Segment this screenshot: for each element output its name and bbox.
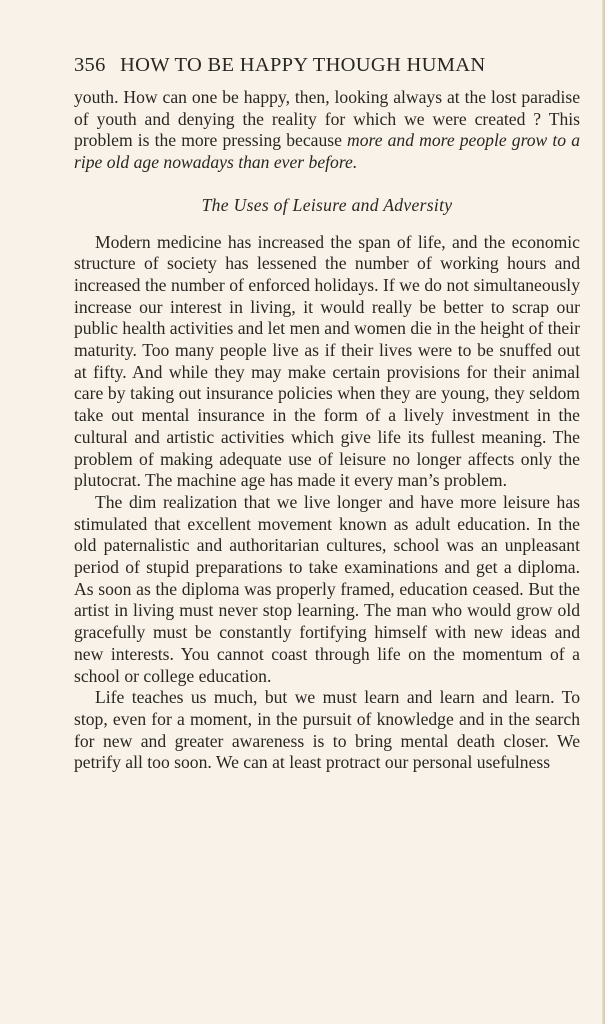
running-head-title: HOW TO BE HAPPY THOUGH HUMAN bbox=[120, 54, 486, 76]
paragraph: Modern medicine has increased the span of life, and the economic structure of society has lessened the number of working hours and increased the number of enforced holidays. If we do not simultaneously increase our interest in living, it would really be better to scrap our public health activities and let men and women die in the height of their maturity. Too many people live as if their lives were to be snuffed out at fifty. And while they may make certain provisions for their animal care by taking out insurance policies when they are young, they seldom take out mental insurance in the form of a lively investment in the cultural and artistic activities which give life its fullest meaning. The problem of making adequate use of leisure no longer affects only the plutocrat. The machine age has made it every man’s problem. bbox=[74, 231, 580, 491]
body-text bbox=[74, 87, 580, 774]
running-head bbox=[74, 54, 582, 80]
emphasized-text: more and more people grow to a ripe old age nowadays than ever before. bbox=[74, 130, 580, 173]
paragraph-text: youth. How can one be happy, then, looking always at the lost paradise of youth and denying the reality for which we were created ? This problem is the more pressing because bbox=[74, 87, 580, 151]
paragraph: The dim realization that we live longer and have more leisure has stimulated that excellent movement known as adult education. In the old paternalistic and authoritarian cultures, school was an unpleasant period of stupid preparations to take examinations and get a diploma. As soon as the diploma was properly framed, education ceased. But the artist in living must never stop learning. The man who would grow old gracefully must be constantly fortifying himself with new ideas and new interests. You cannot coast through life on the momentum of a school or college education. bbox=[74, 491, 580, 686]
page-number: 356 bbox=[74, 54, 106, 76]
paragraph: Life teaches us much, but we must learn and learn and learn. To stop, even for a moment, in the pursuit of knowledge and in the search for new and greater awareness is to bring mental death closer. We petrify all too soon. We can at least protract our personal usefulness bbox=[74, 687, 580, 773]
paragraph-continued bbox=[74, 87, 580, 174]
section-heading: The Uses of Leisure and Adversity bbox=[201, 194, 453, 215]
